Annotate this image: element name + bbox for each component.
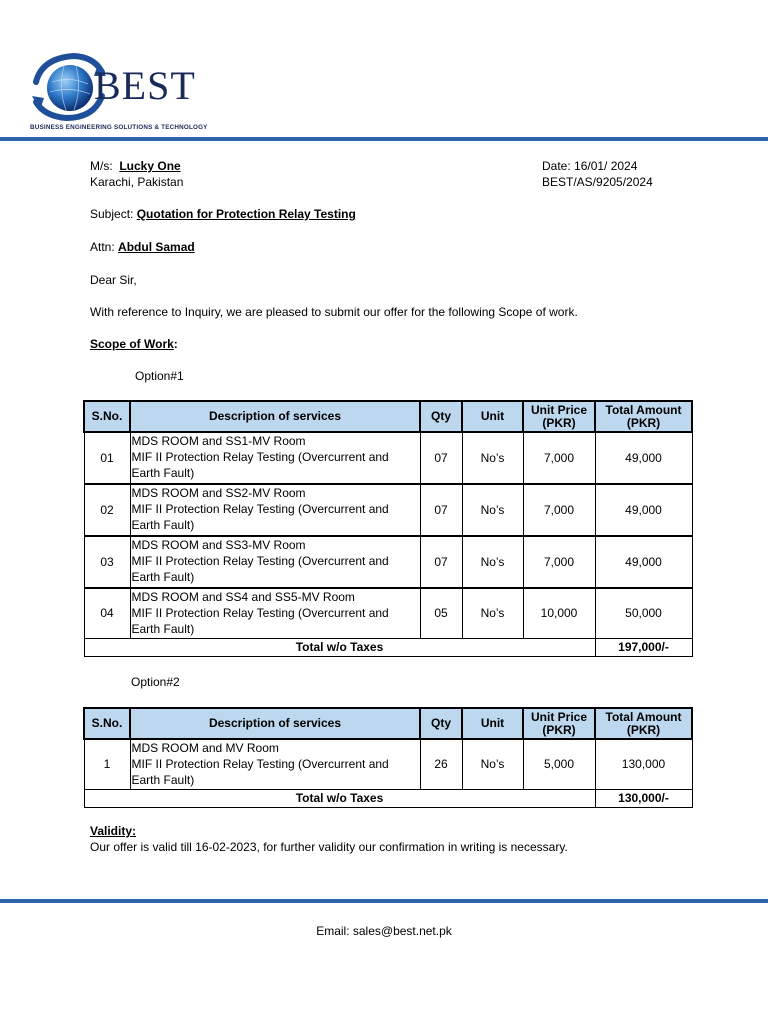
cell-total: 130,000 [595, 739, 692, 789]
cell-description: MDS ROOM and SS4 and SS5-MV Room MIF II Protection Relay Testing (Overcurrent and Earth Fault) [130, 588, 420, 638]
header-unit: Unit [462, 708, 523, 739]
total-value: 130,000/- [595, 789, 692, 807]
cell-unit-price: 7,000 [523, 432, 595, 484]
total-row [84, 789, 692, 807]
cell-sno: 02 [84, 484, 130, 536]
header-unit: Unit [462, 401, 523, 432]
header-qty: Qty [420, 401, 462, 432]
table-row [84, 739, 692, 789]
option1-table [83, 400, 693, 657]
recipient-line [90, 158, 181, 174]
cell-qty: 07 [420, 536, 462, 588]
cell-sno: 01 [84, 432, 130, 484]
cell-qty: 07 [420, 432, 462, 484]
header-qty: Qty [420, 708, 462, 739]
subject-line [90, 206, 356, 222]
total-row [84, 638, 692, 656]
table-header-row [84, 401, 692, 432]
cell-qty: 07 [420, 484, 462, 536]
cell-unit-price: 7,000 [523, 484, 595, 536]
logo-tagline: BUSINESS ENGINEERING SOLUTIONS & TECHNOLOGY [30, 124, 208, 131]
subject-label: Subject: [90, 207, 134, 221]
recipient-city: Karachi, Pakistan [90, 175, 184, 189]
footer-rule [0, 899, 768, 903]
header-total-amount: Total Amount (PKR) [595, 708, 692, 739]
header-unit-price: Unit Price (PKR) [523, 708, 595, 739]
recipient-name: Lucky One [119, 159, 181, 173]
scope-heading-text: Scope of Work [90, 337, 174, 351]
cell-total: 49,000 [595, 536, 692, 588]
total-label: Total w/o Taxes [84, 638, 595, 656]
ms-label: M/s: [90, 159, 113, 173]
reference-number: BEST/AS/9205/2024 [542, 175, 653, 189]
company-logo [28, 52, 223, 134]
cell-description: MDS ROOM and SS3-MV Room MIF II Protection Relay Testing (Overcurrent and Earth Fault) [130, 536, 420, 588]
option2-label: Option#2 [131, 675, 180, 689]
cell-sno: 1 [84, 739, 130, 789]
scope-heading-colon: : [173, 337, 178, 351]
cell-total: 50,000 [595, 588, 692, 638]
total-label: Total w/o Taxes [84, 789, 595, 807]
cell-description: MDS ROOM and SS1-MV Room MIF II Protection Relay Testing (Overcurrent and Earth Fault) [130, 432, 420, 484]
cell-sno: 03 [84, 536, 130, 588]
scope-heading [90, 336, 178, 352]
cell-total: 49,000 [595, 432, 692, 484]
cell-qty: 05 [420, 588, 462, 638]
table-row [84, 432, 692, 484]
table-row [84, 484, 692, 536]
intro-text: With reference to Inquiry, we are pleased to submit our offer for the following Scope of work. [90, 305, 578, 319]
cell-unit: No’s [462, 588, 523, 638]
cell-unit-price: 5,000 [523, 739, 595, 789]
header-sno: S.No. [84, 708, 130, 739]
cell-unit: No’s [462, 432, 523, 484]
subject-text: Quotation for Protection Relay Testing [136, 207, 356, 221]
header-sno: S.No. [84, 401, 130, 432]
attn-label: Attn: [90, 240, 115, 254]
logo-wordmark: BEST [94, 63, 196, 108]
cell-total: 49,000 [595, 484, 692, 536]
cell-unit: No’s [462, 484, 523, 536]
attn-name: Abdul Samad [118, 240, 195, 254]
cell-unit: No’s [462, 739, 523, 789]
table-header-row [84, 708, 692, 739]
cell-sno: 04 [84, 588, 130, 638]
validity-heading: Validity: [90, 824, 137, 838]
cell-unit: No’s [462, 536, 523, 588]
footer-email: Email: sales@best.net.pk [316, 924, 452, 938]
option1-label: Option#1 [135, 369, 184, 383]
quotation-date: Date: 16/01/ 2024 [542, 159, 638, 173]
option2-table [83, 707, 693, 808]
total-value: 197,000/- [595, 638, 692, 656]
cell-unit-price: 7,000 [523, 536, 595, 588]
attn-line [90, 239, 195, 255]
cell-qty: 26 [420, 739, 462, 789]
header-unit-price: Unit Price (PKR) [523, 401, 595, 432]
cell-description: MDS ROOM and MV Room MIF II Protection Relay Testing (Overcurrent and Earth Fault) [130, 739, 420, 789]
table-row [84, 588, 692, 638]
cell-unit-price: 10,000 [523, 588, 595, 638]
cell-description: MDS ROOM and SS2-MV Room MIF II Protection Relay Testing (Overcurrent and Earth Fault) [130, 484, 420, 536]
header-description: Description of services [130, 708, 420, 739]
header-total-amount: Total Amount (PKR) [595, 401, 692, 432]
validity-text: Our offer is valid till 16-02-2023, for further validity our confirmation in writing is necessary. [90, 840, 568, 854]
header-rule [0, 137, 768, 141]
header-description: Description of services [130, 401, 420, 432]
table-row [84, 536, 692, 588]
greeting: Dear Sir, [90, 273, 137, 287]
